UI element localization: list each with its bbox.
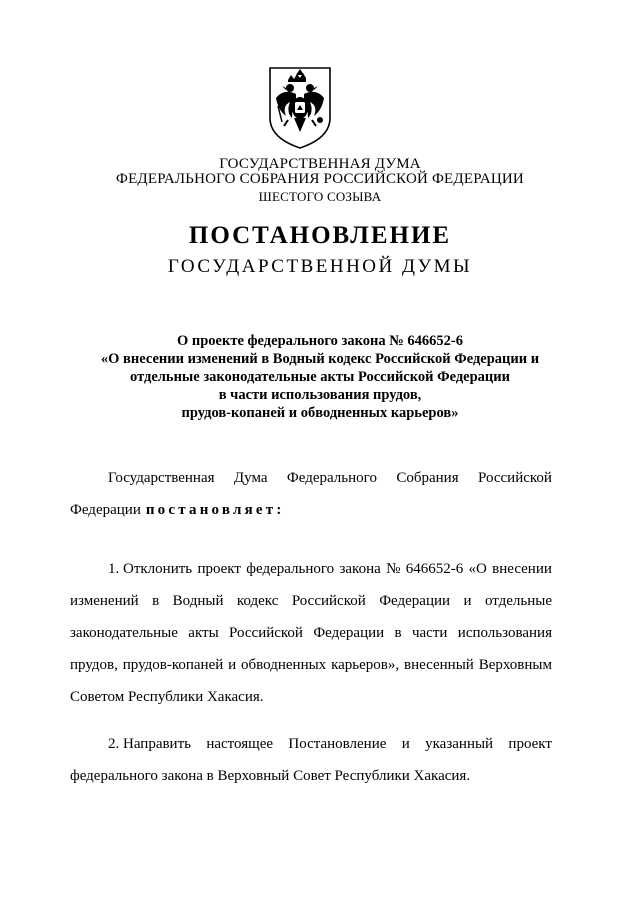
intro-paragraph (70, 462, 552, 526)
word: настоящее (206, 736, 274, 752)
word: «О (468, 561, 487, 577)
word: 2. Направить (108, 736, 191, 752)
intro-federation: Федерации (70, 502, 141, 518)
document-subtitle: ГОСУДАРСТВЕННОЙ ДУМЫ (167, 256, 473, 277)
word: Дума (233, 470, 268, 486)
item-1-line-1 (70, 553, 552, 585)
item-1-line-4 (70, 649, 552, 681)
header-convocation: ШЕСТОГО СОЗЫВА (258, 189, 382, 204)
subject-line: прудов-копаней и обводненных карьеров» (181, 405, 459, 421)
word: и (228, 657, 237, 673)
header-duma: ГОСУДАРСТВЕННАЯ ДУМА (219, 156, 421, 172)
item-1-line-2 (70, 585, 552, 617)
document-title: ПОСТАНОВЛЕНИЕ (188, 222, 452, 249)
item-2-paragraph (70, 728, 552, 792)
word: закона (339, 561, 381, 577)
word: проект (508, 736, 552, 752)
item-1-paragraph (70, 553, 552, 713)
word: в (394, 625, 402, 641)
word: акты (188, 625, 219, 641)
word: Водный (172, 593, 224, 609)
word: отдельные (484, 593, 552, 609)
subject-line: отдельные законодательные акты Российской Федерации (130, 369, 510, 385)
word: указанный (425, 736, 494, 752)
word: Государственная (108, 470, 215, 486)
subject-line: «О внесении изменений в Водный кодекс Российской Федерации и (100, 351, 540, 367)
word: карьеров», (331, 657, 400, 673)
word: федерального (246, 561, 335, 577)
word: проект (197, 561, 241, 577)
word: законодательные (70, 625, 178, 641)
word: Собрания (396, 470, 459, 486)
document-subject (40, 332, 600, 422)
intro-line-1 (70, 462, 552, 494)
emblem (266, 66, 334, 150)
intro-line-2 (70, 494, 552, 526)
word: Российской (229, 625, 303, 641)
word: и (463, 593, 472, 609)
word: кодекс (236, 593, 279, 609)
word: № (386, 561, 401, 577)
word: Российской (291, 593, 366, 609)
word: Федерации (379, 593, 451, 609)
word: Федерального (286, 470, 377, 486)
subject-line: в части использования прудов, (218, 387, 422, 403)
word: и (401, 736, 410, 752)
word: внесенный (404, 657, 474, 673)
word: обводненных (241, 657, 327, 673)
word: 646652-6 (405, 561, 464, 577)
word: Российской (478, 470, 552, 486)
word: Постановление (288, 736, 387, 752)
word: 1. Отклонить (108, 561, 193, 577)
word: прудов, (70, 657, 118, 673)
item-1-line-3 (70, 617, 552, 649)
word: в (152, 593, 160, 609)
russian-coat-of-arms-icon (266, 66, 334, 150)
word: изменений (70, 593, 139, 609)
word: прудов-копаней (122, 657, 224, 673)
word: внесении (492, 561, 552, 577)
word: Федерации (313, 625, 385, 641)
item-2-line-2: федерального закона в Верховный Совет Республики Хакасия. (70, 768, 471, 784)
subject-line: О проекте федерального закона № 646652-6 (176, 333, 464, 349)
header-federal-assembly: ФЕДЕРАЛЬНОГО СОБРАНИЯ РОССИЙСКОЙ ФЕДЕРАЦИИ (116, 171, 524, 187)
item-1-line-5: Советом Республики Хакасия. (70, 689, 264, 705)
word: части (411, 625, 448, 641)
intro-decrees: постановляет: (145, 502, 285, 518)
item-2-line-1 (70, 728, 552, 760)
word: использования (457, 625, 552, 641)
word: Верховным (478, 657, 552, 673)
